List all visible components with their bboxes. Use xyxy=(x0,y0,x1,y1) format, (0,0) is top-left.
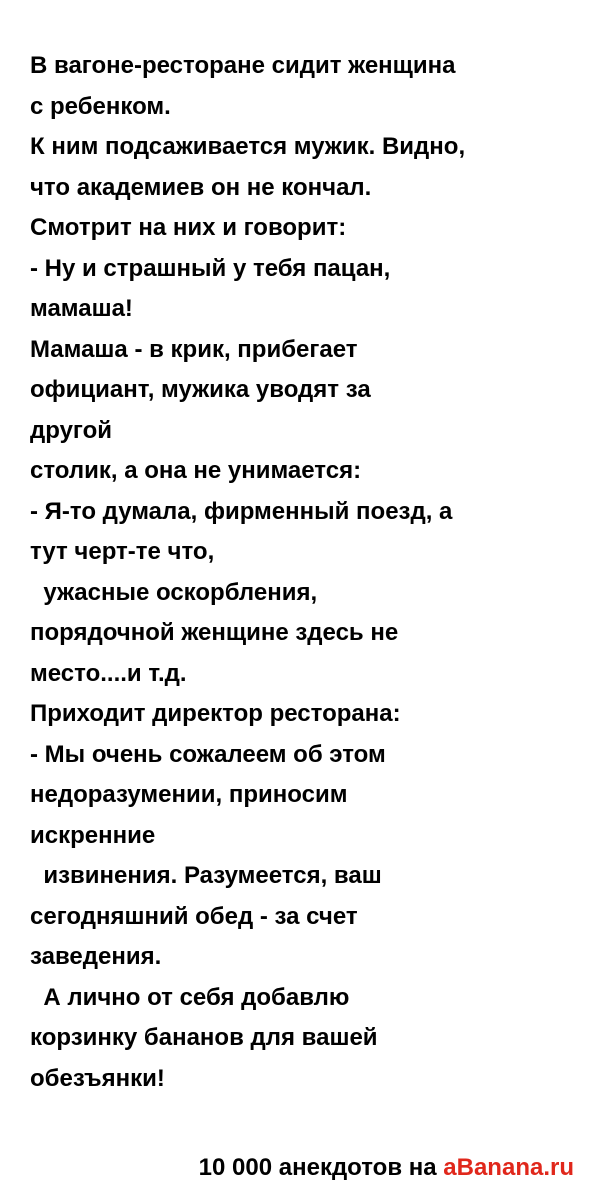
site-name: aBanana xyxy=(443,1154,544,1181)
joke-line: Мамаша - в крик, прибегает xyxy=(30,335,358,363)
joke-line: столик, а она не унимается: xyxy=(30,457,362,484)
joke-line: с ребенком. xyxy=(30,92,171,120)
joke-line: ужасные оскорбления, xyxy=(30,578,318,606)
joke-line: Смотрит на них и говорит: xyxy=(30,214,347,241)
joke-line: - Ну и страшный у тебя пацан, xyxy=(30,254,391,282)
site-link[interactable] xyxy=(443,1154,574,1181)
joke-line: искренние xyxy=(30,821,156,849)
site-domain: .ru xyxy=(543,1154,574,1181)
joke-line: заведения. xyxy=(30,943,162,970)
footer-text: 10 000 анекдотов на xyxy=(198,1154,444,1181)
joke-line: место....и т.д. xyxy=(30,659,187,687)
joke-line: сегодняшний обед - за счет xyxy=(30,902,358,930)
joke-line: недоразумении, приносим xyxy=(30,781,348,808)
joke-text xyxy=(30,46,580,1099)
site-footer xyxy=(185,1114,574,1186)
joke-line: обезъянки! xyxy=(30,1064,165,1092)
joke-line: тут черт-те что, xyxy=(30,538,215,565)
joke-line: извинения. Разумеется, ваш xyxy=(30,862,382,889)
joke-line: А лично от себя добавлю xyxy=(30,983,350,1011)
joke-line: корзинку бананов для вашей xyxy=(30,1024,378,1051)
joke-line: - Мы очень сожалеем об этом xyxy=(30,740,386,768)
joke-line: Приходит директор ресторана: xyxy=(30,700,401,727)
joke-line: В вагоне-ресторане сидит женщина xyxy=(30,52,456,79)
joke-line: что академиев он не кончал. xyxy=(30,173,372,201)
joke-line: - Я-то думала, фирменный поезд, а xyxy=(30,497,453,525)
joke-line: порядочной женщине здесь не xyxy=(30,619,399,646)
joke-line: другой xyxy=(30,416,113,444)
joke-line: мамаша! xyxy=(30,295,133,322)
joke-line: К ним подсаживается мужик. Видно, xyxy=(30,133,466,160)
joke-line: официант, мужика уводят за xyxy=(30,376,371,403)
